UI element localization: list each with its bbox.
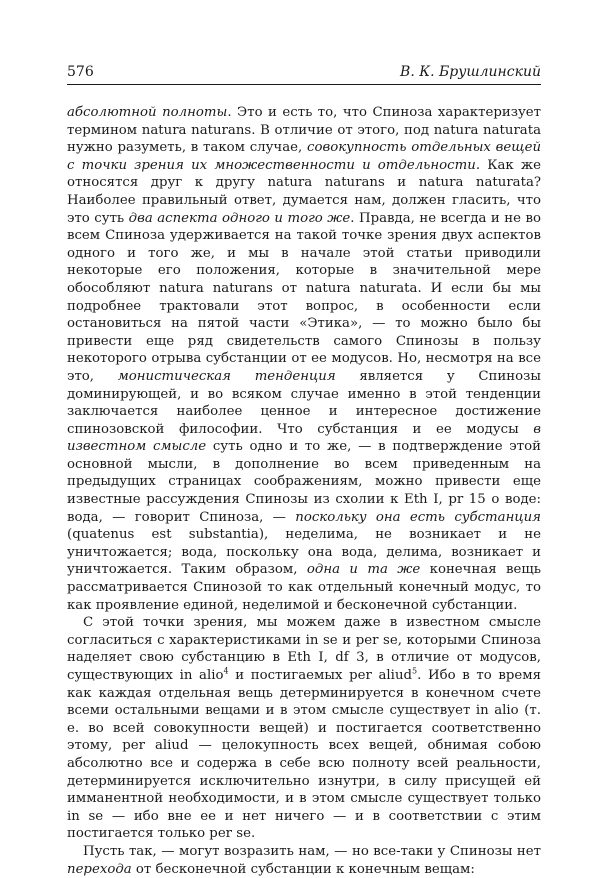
paragraph xyxy=(67,614,541,843)
emphasis: в известном смысле xyxy=(67,421,541,455)
paragraph xyxy=(67,843,541,878)
emphasis: совокупность отдельных вещей с точки зрения их множественности и отдельности xyxy=(67,140,542,173)
page xyxy=(67,64,541,878)
footnote-ref: 5 xyxy=(412,666,418,676)
running-header xyxy=(67,64,541,85)
text-run: Пусть так, — могут возразить нам, — но все-таки у Спинозы нет xyxy=(83,843,541,859)
text-run: и постигаемых per aliud xyxy=(228,668,413,683)
text-run: . Это и есть то, что Спиноза характеризует термином natura naturans. В отличие от этого, под natura naturata нужно разуметь, в таком случае, xyxy=(67,105,541,156)
emphasis: монистическая тенденция xyxy=(117,368,336,384)
text-run: . Правда, не всегда и не во всем Спиноза удерживается на такой точке зрения двух аспектов одного и того же, и мы в начале этой статьи приводили некоторые его положения, которые в значительной мере обособляют natura naturans от natura naturata. И если бы мы подробнее трактовали этот вопрос, в особенности если остановиться на пятой части «Этика», — то можно было бы привести еще ряд свидетельств самого Спинозы в пользу некоторого отрыва субстанции от ее модусов. Но, несмотря на все это, xyxy=(67,210,541,384)
emphasis: два аспекта одного и того же xyxy=(128,210,351,226)
text-run: . Как же относятся друг к другу natura naturans и natura naturata? Наиболее правильный ответ, думается нам, должен гласить, что это суть xyxy=(67,157,542,226)
text-body xyxy=(67,104,541,878)
running-head-author: В. К. Брушлинский xyxy=(400,64,541,80)
text-run: . Ибо в то время как каждая отдельная вещь детерминируется в конечном счете всеми остальными вещами и в этом смысле существует in alio (т. е. во всей совокупности вещей) и постигается соответственно этому, per aliud — целокупность всех вещей, обнимая собою абсолютно все и содержа в себе всю полноту всей реальности, детерминируется исключительно изнутри, в силу присущей ей имманентной необходимости, и в этом смысле существует только in se — ибо вне ее и нет ничего — и в соответствии с этим постигается только per se. xyxy=(67,668,541,842)
text-run: от бесконечной субстанции к конечным вещам: xyxy=(131,861,475,877)
emphasis: одна и та же xyxy=(306,562,421,578)
emphasis: перехода xyxy=(67,861,132,877)
text-run: суть одно и то же, — в подтверждение этой основной мысли, в дополнение во всем приведенным на предыдущих страницах соображениям, можно привести еще известные рассуждения Спинозы из схолии к Eth I, pr 15 о воде: вода, — говорит Спиноза, — xyxy=(67,439,541,525)
emphasis: поскольку она есть субстанция xyxy=(295,509,541,525)
paragraph xyxy=(67,104,541,614)
emphasis: абсолютной полноты xyxy=(67,105,228,120)
text-run: С этой точки зрения, мы можем даже в известном смысле согласиться с характеристиками in se и per se, которыми Спиноза наделяет свою субстанцию в Eth I, df 3, в отличие от модусов, существующих in alio xyxy=(67,615,541,683)
text-run: является у Спинозы доминирующей, и во всяком случае именно в этой тенденции заключается наиболее ценное и интересное достижение спинозовской философии. Что субстанция и ее модусы xyxy=(67,368,541,437)
footnote-ref: 4 xyxy=(223,666,229,676)
text-run: (quatenus est substantia), неделима, не возникает и не уничтожается; вода, поскольку она вода, делима, возникает и уничтожается. Таким образом, xyxy=(67,527,541,578)
page-number: 576 xyxy=(67,64,94,80)
text-run: конечная вещь рассматривается Спинозой то как отдельный конечный модус, то как проявление единой, неделимой и бесконечной субстанции. xyxy=(67,562,541,613)
